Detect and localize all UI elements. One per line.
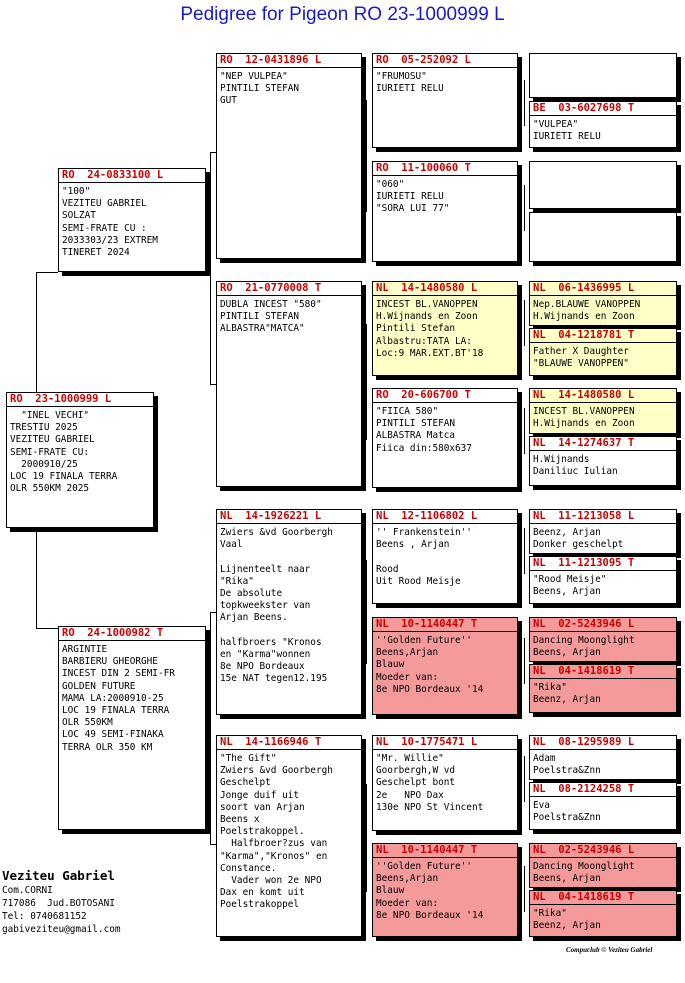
sdsd-card[interactable] bbox=[529, 328, 677, 376]
connector bbox=[524, 300, 525, 346]
ssd-card[interactable] bbox=[372, 161, 518, 262]
pigeon-details: "Mr. Willie" Goorbergh,W vd Geschelpt bont 2e NPO Dax 130e NPO St Vincent bbox=[376, 753, 484, 813]
connector bbox=[524, 185, 525, 231]
ring-number: RO 21-0770008 T bbox=[217, 282, 361, 296]
ring-number: NL 08-1295989 L bbox=[530, 736, 676, 750]
pigeon-details: "100" VEZITEU GABRIEL SOLZAT SEMI-FRATE CU : 2033303/23 EXTREM TINERET 2024 bbox=[62, 186, 158, 259]
pigeon-details: H.Wijnands Daniliuc Iulian bbox=[533, 454, 618, 478]
connector bbox=[366, 560, 367, 664]
sdds-card[interactable] bbox=[529, 388, 677, 434]
ring-number: BE 03-6027698 T bbox=[530, 102, 676, 116]
ring-number: RO 24-1000982 T bbox=[59, 627, 205, 641]
connector bbox=[366, 100, 367, 212]
pigeon-details: "NEP VULPEA" PINTILI STEFAN GUT bbox=[220, 71, 300, 107]
sddd-card[interactable] bbox=[529, 436, 677, 486]
sire-dam-card[interactable] bbox=[216, 281, 362, 487]
dssd-card[interactable] bbox=[529, 556, 677, 604]
pigeon-details: ARGINTIE BARBIERU GHEORGHE INCEST DIN 2 SEMI-FR GOLDEN FUTURE MAMA LA:2000910-25 LOC 19 FINALA TERRA OLR 550KM LOC 49 SEMI-FINAKA TERRA OLR 350 KM bbox=[62, 644, 175, 753]
pigeon-details: "FRUMOSU" IURIETI RELU bbox=[376, 71, 444, 95]
pigeon-details: '' Frankenstein'' Beens , Arjan Rood Uit Rood Meisje bbox=[376, 527, 472, 587]
pigeon-details: ''Golden Future'' Beens,Arjan Blauw Moeder van: 8e NPO Bordeaux '14 bbox=[376, 635, 484, 695]
ring-number: NL 02-5243946 L bbox=[530, 618, 676, 632]
dss-card[interactable] bbox=[372, 509, 518, 604]
subject-pigeon-card[interactable] bbox=[6, 392, 154, 528]
pigeon-details: "Rika" Beenz, Arjan bbox=[533, 682, 601, 706]
ddsd-card[interactable] bbox=[529, 782, 677, 830]
ring-number: NL 10-1775471 L bbox=[373, 736, 517, 750]
ring-number: RO 23-1000999 L bbox=[7, 393, 153, 407]
pigeon-details: "INEL VECHI" TRESTIU 2025 VEZITEU GABRIEL SEMI-FRATE CU: 2000910/25 LOC 19 FINALA TERRA OLR 550KM 2025 bbox=[10, 410, 118, 495]
sss-card[interactable] bbox=[372, 53, 518, 148]
pigeon-details: Father X Daughter "BLAUWE VANOPPEN" bbox=[533, 346, 629, 370]
connector bbox=[210, 152, 211, 384]
ssds-card[interactable] bbox=[529, 161, 677, 209]
sire-sire-card[interactable] bbox=[216, 53, 362, 259]
dam-dam-card[interactable] bbox=[216, 735, 362, 937]
ring-number: RO 12-0431896 L bbox=[217, 54, 361, 68]
connector bbox=[524, 528, 525, 574]
ssss-card[interactable] bbox=[529, 53, 677, 98]
dsss-card[interactable] bbox=[529, 509, 677, 554]
pigeon-details: INCEST BL.VANOPPEN H.Wijnands en Zoon Pintili Stefan Albastru:TATA LA: Loc:9 MAR.EXT.BT'18 bbox=[376, 299, 484, 359]
pigeon-details: "Rood Meisje" Beens, Arjan bbox=[533, 574, 607, 598]
connector bbox=[36, 628, 58, 629]
ddds-card[interactable] bbox=[529, 843, 677, 888]
ring-number: NL 04-1418619 T bbox=[530, 665, 676, 679]
ring-number: RO 24-0833100 L bbox=[59, 169, 205, 183]
ring-number: RO 11-100060 T bbox=[373, 162, 517, 176]
dam-card[interactable] bbox=[58, 626, 206, 830]
owner-block bbox=[2, 868, 121, 936]
dsdd-card[interactable] bbox=[529, 664, 677, 713]
ring-number: NL 06-1436995 L bbox=[530, 282, 676, 296]
connector bbox=[524, 408, 525, 454]
pigeon-details: Dancing Moonglight Beens, Arjan bbox=[533, 861, 635, 885]
sds-card[interactable] bbox=[372, 281, 518, 376]
connector bbox=[524, 638, 525, 684]
ring-number: NL 11-1213058 L bbox=[530, 510, 676, 524]
ring-number: NL 08-2124258 T bbox=[530, 783, 676, 797]
ring-number: NL 14-1480580 L bbox=[530, 389, 676, 403]
sdss-card[interactable] bbox=[529, 281, 677, 326]
ring-number: NL 11-1213095 T bbox=[530, 557, 676, 571]
pigeon-details: "Rika" Beenz, Arjan bbox=[533, 908, 601, 932]
pigeon-details: Dancing Moonglight Beens, Arjan bbox=[533, 635, 635, 659]
ring-number: NL 02-5243946 L bbox=[530, 844, 676, 858]
ring-number: NL 10-1140447 T bbox=[373, 844, 517, 858]
connector bbox=[524, 756, 525, 802]
pigeon-details: INCEST BL.VANOPPEN H.Wijnands en Zoon bbox=[533, 406, 635, 430]
ring-number: RO 05-252092 L bbox=[373, 54, 517, 68]
connector bbox=[36, 528, 37, 628]
pigeon-details: "The Gift" Zwiers &vd Goorbergh Geschelpt Jonge duif uit soort van Arjan Beens x Poelstrakoppel. Halfbroer?zus van "Karma","Kronos" en Constance. Vader won 2e NPO Dax en komt uit Poelstrakoppel bbox=[220, 753, 333, 911]
pigeon-details: Beenz, Arjan Donker geschelpt bbox=[533, 527, 624, 551]
sire-card[interactable] bbox=[58, 168, 206, 272]
pigeon-details: Zwiers &vd Goorbergh Vaal Lijnenteelt naar "Rika" De absolute topkweekster van Arjan Beens. halfbroers "Kronos en "Karma"wonnen 8e NPO Bordeaux 15e NAT tegen12.195 bbox=[220, 527, 333, 685]
footer-credit: Compuclub © Veziteu Gabriel bbox=[566, 946, 653, 954]
ring-number: NL 04-1218781 T bbox=[530, 329, 676, 343]
pigeon-details: "VULPEA" IURIETI RELU bbox=[533, 119, 601, 143]
ring-number: NL 14-1480580 L bbox=[373, 282, 517, 296]
pigeon-details: "FIICA 580" PINTILI STEFAN ALBASTRA Matca Fiica din:580x637 bbox=[376, 406, 472, 454]
pigeon-details: Eva Poelstra&Znn bbox=[533, 800, 601, 824]
connector bbox=[36, 272, 58, 273]
ssdd-card[interactable] bbox=[529, 212, 677, 262]
pigeon-details: Adam Poelstra&Znn bbox=[533, 753, 601, 777]
ring-number: NL 10-1140447 T bbox=[373, 618, 517, 632]
connector bbox=[210, 612, 211, 844]
dam-sire-card[interactable] bbox=[216, 509, 362, 715]
connector bbox=[524, 80, 525, 126]
connector bbox=[36, 272, 37, 392]
connector bbox=[366, 324, 367, 440]
dsds-card[interactable] bbox=[529, 617, 677, 662]
dddd-card[interactable] bbox=[529, 890, 677, 937]
pigeon-details: "060" IURIETI RELU "SORA LUI 77" bbox=[376, 179, 450, 215]
ring-number: NL 04-1418619 T bbox=[530, 891, 676, 905]
connector bbox=[524, 866, 525, 912]
ring-number: NL 14-1926221 L bbox=[217, 510, 361, 524]
pigeon-details: Nep.BLAUWE VANOPPEN H.Wijnands en Zoon bbox=[533, 299, 641, 323]
ring-number: NL 14-1166946 T bbox=[217, 736, 361, 750]
ring-number: RO 20-606700 T bbox=[373, 389, 517, 403]
connector bbox=[366, 784, 367, 892]
pigeon-details: ''Golden Future'' Beens,Arjan Blauw Moeder van: 8e NPO Bordeaux '14 bbox=[376, 861, 484, 921]
owner-name: Veziteu Gabriel bbox=[2, 868, 115, 883]
sdd-card[interactable] bbox=[372, 388, 518, 488]
owner-contact: Com.CORNI 717086 Jud.BOTOSANI Tel: 0740681152 gabiveziteu@gmail.com bbox=[2, 885, 121, 935]
pigeon-details: DUBLA INCEST "580" PINTILI STEFAN ALBASTRA"MATCA" bbox=[220, 299, 322, 335]
ring-number: NL 14-1274637 T bbox=[530, 437, 676, 451]
dsd-card[interactable] bbox=[372, 617, 518, 715]
ring-number: NL 12-1106802 L bbox=[373, 510, 517, 524]
ddss-card[interactable] bbox=[529, 735, 677, 780]
dds-card[interactable] bbox=[372, 735, 518, 831]
ddd-card[interactable] bbox=[372, 843, 518, 937]
page-title: Pedigree for Pigeon RO 23-1000999 L bbox=[180, 4, 505, 25]
sssd-card[interactable] bbox=[529, 101, 677, 148]
